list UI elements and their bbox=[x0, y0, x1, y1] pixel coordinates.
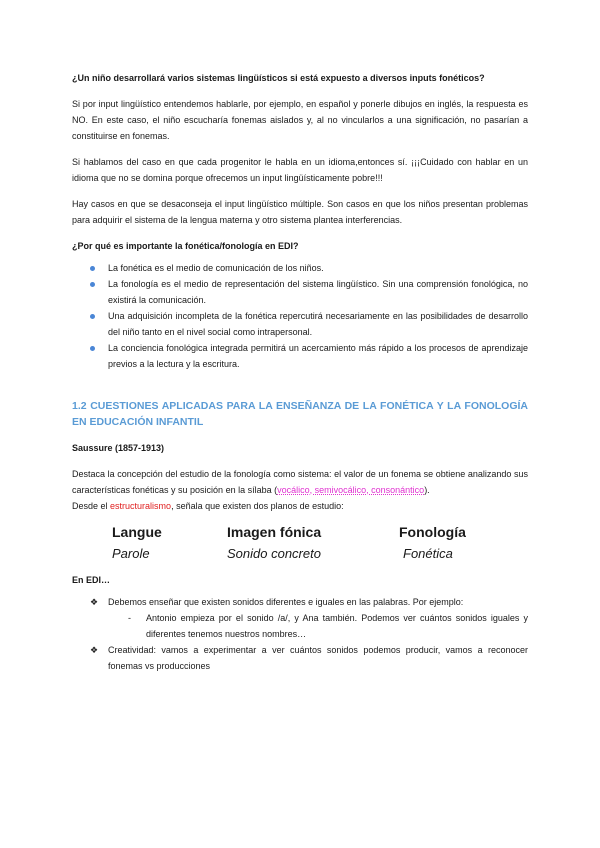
paragraph-progenitor: Si hablamos del caso en que cada progenitor le habla en un idioma,entonces sí. ¡¡¡Cuidado con hablar en un idioma que no se domina porque ofrecemos un input lingüísticamente pobre!!! bbox=[72, 157, 528, 183]
list-item-text: Una adquisición incompleta de la fonética repercutirá necesariamente en las posibilidades de desarrollo del niño tanto en el nivel social como intrapersonal. bbox=[108, 311, 528, 337]
question-heading-2: ¿Por qué es importante la fonética/fonología en EDI? bbox=[72, 241, 299, 251]
planes-table bbox=[112, 522, 509, 566]
list-item bbox=[128, 610, 528, 642]
table-header-langue: Langue bbox=[112, 524, 162, 540]
question-heading-1: ¿Un niño desarrollará varios sistemas lingüísticos si está expuesto a diversos inputs fonéticos? bbox=[72, 73, 485, 83]
highlight-estructuralismo: estructuralismo bbox=[110, 501, 172, 511]
table-cell-fonetica: Fonética bbox=[403, 546, 453, 561]
table-header-imagen-fonica: Imagen fónica bbox=[227, 524, 322, 540]
list-item bbox=[108, 340, 528, 372]
list-item-text: La conciencia fonológica integrada permitirá un acercamiento más rápido a los procesos de aprendizaje previos a la lectura y la escritura. bbox=[108, 343, 528, 369]
dash-icon: - bbox=[128, 613, 131, 623]
blue-dot-icon bbox=[90, 314, 95, 319]
author-heading: Saussure (1857-1913) bbox=[72, 443, 165, 453]
text-part: ). bbox=[424, 485, 430, 495]
list-item bbox=[108, 308, 528, 340]
list-item-text: Debemos enseñar que existen sonidos diferentes e iguales en las palabras. Por ejemplo: bbox=[108, 597, 464, 607]
table-header-fonologia: Fonología bbox=[399, 524, 466, 540]
example-sublist bbox=[108, 610, 528, 642]
list-item-text: Antonio empieza por el sonido /a/, y Ana también. Podemos ver cuántos sonidos iguales y diferentes tenemos nuestros nombres… bbox=[146, 613, 528, 639]
list-item bbox=[108, 260, 528, 276]
importance-bullet-list bbox=[72, 260, 528, 372]
four-diamond-icon: ❖ bbox=[90, 645, 99, 655]
list-item bbox=[108, 276, 528, 308]
text-part: , señala que existen dos planos de estudio: bbox=[171, 501, 344, 511]
document-page bbox=[72, 70, 528, 674]
blue-dot-icon bbox=[90, 346, 95, 351]
paragraph-fonologia-sistema bbox=[72, 466, 528, 498]
table-row bbox=[112, 522, 509, 544]
text-part: Desde el bbox=[72, 501, 111, 511]
list-item-text: Creatividad: vamos a experimentar a ver cuántos sonidos podemos producir, vamos a reconocer fonemas vs producciones bbox=[108, 645, 528, 671]
four-diamond-icon: ❖ bbox=[90, 597, 99, 607]
paragraph-estructuralismo bbox=[72, 498, 528, 514]
paragraph-input-linguistico: Si por input lingüístico entendemos hablarle, por ejemplo, en español y ponerle dibujos en inglés, la respuesta es NO. En este caso, el niño escucharía fonemas aislados y, al no vincularlos a una significación, no pasarían a constituirse en fonemas. bbox=[72, 99, 528, 141]
list-item bbox=[90, 642, 528, 674]
table-cell-parole: Parole bbox=[112, 546, 150, 561]
paragraph-input-multiple: Hay casos en que se desaconseja el input lingüístico múltiple. Son casos en que los niños presentan problemas para adquirir el sistema de la lengua materna y otro sistema plantea interferencias. bbox=[72, 199, 528, 225]
list-item-text: La fonología es el medio de representación del sistema lingüístico. Sin una comprensión fonológica, no existirá la comunicación. bbox=[108, 279, 528, 305]
blue-dot-icon bbox=[90, 266, 95, 271]
list-item-text: La fonética es el medio de comunicación de los niños. bbox=[108, 263, 324, 273]
section-title: 1.2 CUESTIONES APLICADAS PARA LA ENSEÑANZA DE LA FONÉTICA Y LA FONOLOGÍA EN EDUCACIÓN INFANTIL bbox=[72, 400, 528, 428]
highlight-syllable-positions: vocálico, semivocálico, consonántico bbox=[277, 485, 425, 495]
table-cell-sonido-concreto: Sonido concreto bbox=[227, 546, 321, 561]
text-part: Destaca la concepción del estudio de la fonología como sistema: el valor de un fonema se obtiene analizando sus características fonéticas y su posición en la sílaba ( bbox=[72, 469, 528, 495]
blue-dot-icon bbox=[90, 282, 95, 287]
edi-list bbox=[72, 594, 528, 674]
en-edi-heading: En EDI… bbox=[72, 575, 111, 585]
table-row bbox=[112, 544, 509, 566]
list-item bbox=[90, 594, 528, 642]
